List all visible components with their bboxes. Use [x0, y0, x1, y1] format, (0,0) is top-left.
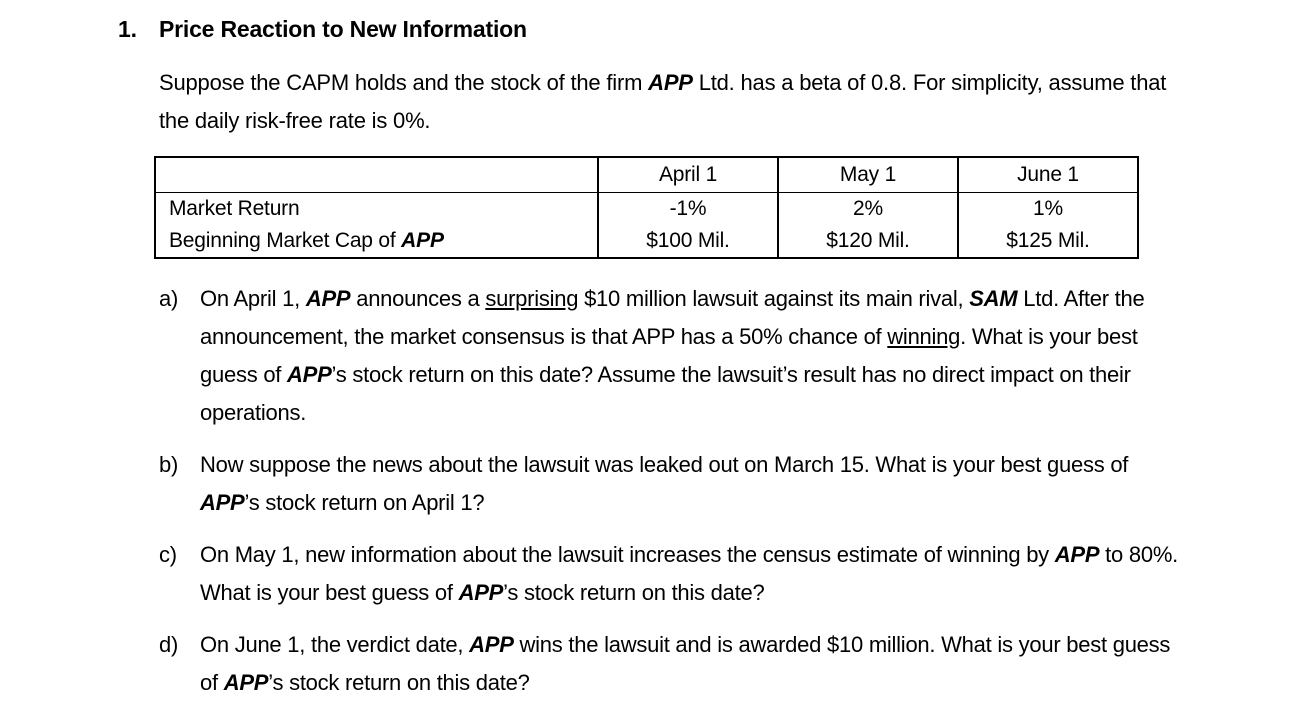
- question-c: [159, 536, 1189, 612]
- intro-text-1: Suppose the CAPM holds and the stock of the firm: [159, 70, 649, 95]
- question-c-text-1: On May 1, new information about the lawsuit increases the census estimate of winning by: [200, 542, 1055, 567]
- table-row: [155, 225, 1138, 258]
- table-header-cell: June 1: [958, 157, 1138, 193]
- question-text: [200, 280, 1189, 432]
- table-row: [155, 193, 1138, 226]
- firm-name: APP: [305, 286, 351, 311]
- question-b: [159, 446, 1189, 522]
- question-letter: c): [159, 542, 177, 567]
- question-text: [200, 446, 1189, 522]
- rival-firm-name: SAM: [969, 286, 1018, 311]
- question-b-text-2: ’s stock return on April 1?: [244, 490, 485, 515]
- question-a-text-5: . What is your best guess of: [200, 324, 1138, 387]
- section-heading: [118, 16, 527, 43]
- table-cell: 2%: [778, 193, 958, 226]
- row-label-text: Beginning Market Cap of: [169, 229, 402, 252]
- table-cell: -1%: [598, 193, 778, 226]
- firm-name: APP: [287, 362, 332, 387]
- firm-name: APP: [200, 490, 245, 515]
- firm-name: APP: [1054, 542, 1100, 567]
- table-header-cell: [155, 157, 598, 193]
- question-a-text-1: On April 1,: [200, 286, 306, 311]
- table-cell: $100 Mil.: [598, 225, 778, 258]
- question-d-text-3: ’s stock return on this date?: [268, 670, 530, 695]
- firm-name: APP: [458, 580, 504, 605]
- question-d-text-2: wins the lawsuit and is awarded $10 million. What is your best guess of: [200, 632, 1171, 695]
- question-d-text-1: On June 1, the verdict date,: [200, 632, 470, 657]
- table-header-cell: April 1: [598, 157, 778, 193]
- question-a-text-2: announces a: [350, 286, 486, 311]
- firm-name: APP: [469, 632, 514, 657]
- table-cell: $125 Mil.: [958, 225, 1138, 258]
- intro-paragraph: [159, 64, 1199, 140]
- question-c-text-2: to 80%. What is your best guess of: [200, 542, 1179, 605]
- row-label-firm: APP: [401, 229, 444, 252]
- section-number: 1.: [118, 16, 137, 42]
- question-c-text-3: ’s stock return on this date?: [503, 580, 765, 605]
- question-a-text-4: Ltd. After the announcement, the market consensus is that APP has a 50% chance of: [200, 286, 1145, 349]
- table-header-row: [155, 157, 1138, 193]
- question-letter: d): [159, 632, 179, 657]
- market-data-table: [154, 156, 1139, 259]
- table-cell: 1%: [958, 193, 1138, 226]
- section-title: Price Reaction to New Information: [159, 16, 527, 42]
- table-header-cell: May 1: [778, 157, 958, 193]
- question-letter: a): [159, 286, 179, 311]
- underlined-word: surprising: [485, 286, 579, 311]
- table-cell: $120 Mil.: [778, 225, 958, 258]
- intro-firm-name: APP: [648, 70, 693, 95]
- intro-text-2: Ltd. has a beta of 0.8. For simplicity, assume that the daily risk-free rate is 0%.: [159, 70, 1167, 133]
- question-b-text-1: Now suppose the news about the lawsuit was leaked out on March 15. What is your best guess of: [200, 452, 1129, 477]
- row-label-text: Market Return: [169, 197, 300, 220]
- row-label: [155, 193, 598, 226]
- question-a-text-6: ’s stock return on this date? Assume the lawsuit’s result has no direct impact on their operations.: [200, 362, 1131, 425]
- firm-name: APP: [223, 670, 269, 695]
- question-letter: b): [159, 452, 179, 477]
- question-a: [159, 280, 1189, 432]
- question-text: [200, 626, 1189, 702]
- question-d: [159, 626, 1189, 702]
- underlined-word: winning: [887, 324, 961, 349]
- question-a-text-3: $10 million lawsuit against its main rival,: [578, 286, 970, 311]
- question-text: [200, 536, 1189, 612]
- row-label: [155, 225, 598, 258]
- question-list: [159, 280, 1189, 716]
